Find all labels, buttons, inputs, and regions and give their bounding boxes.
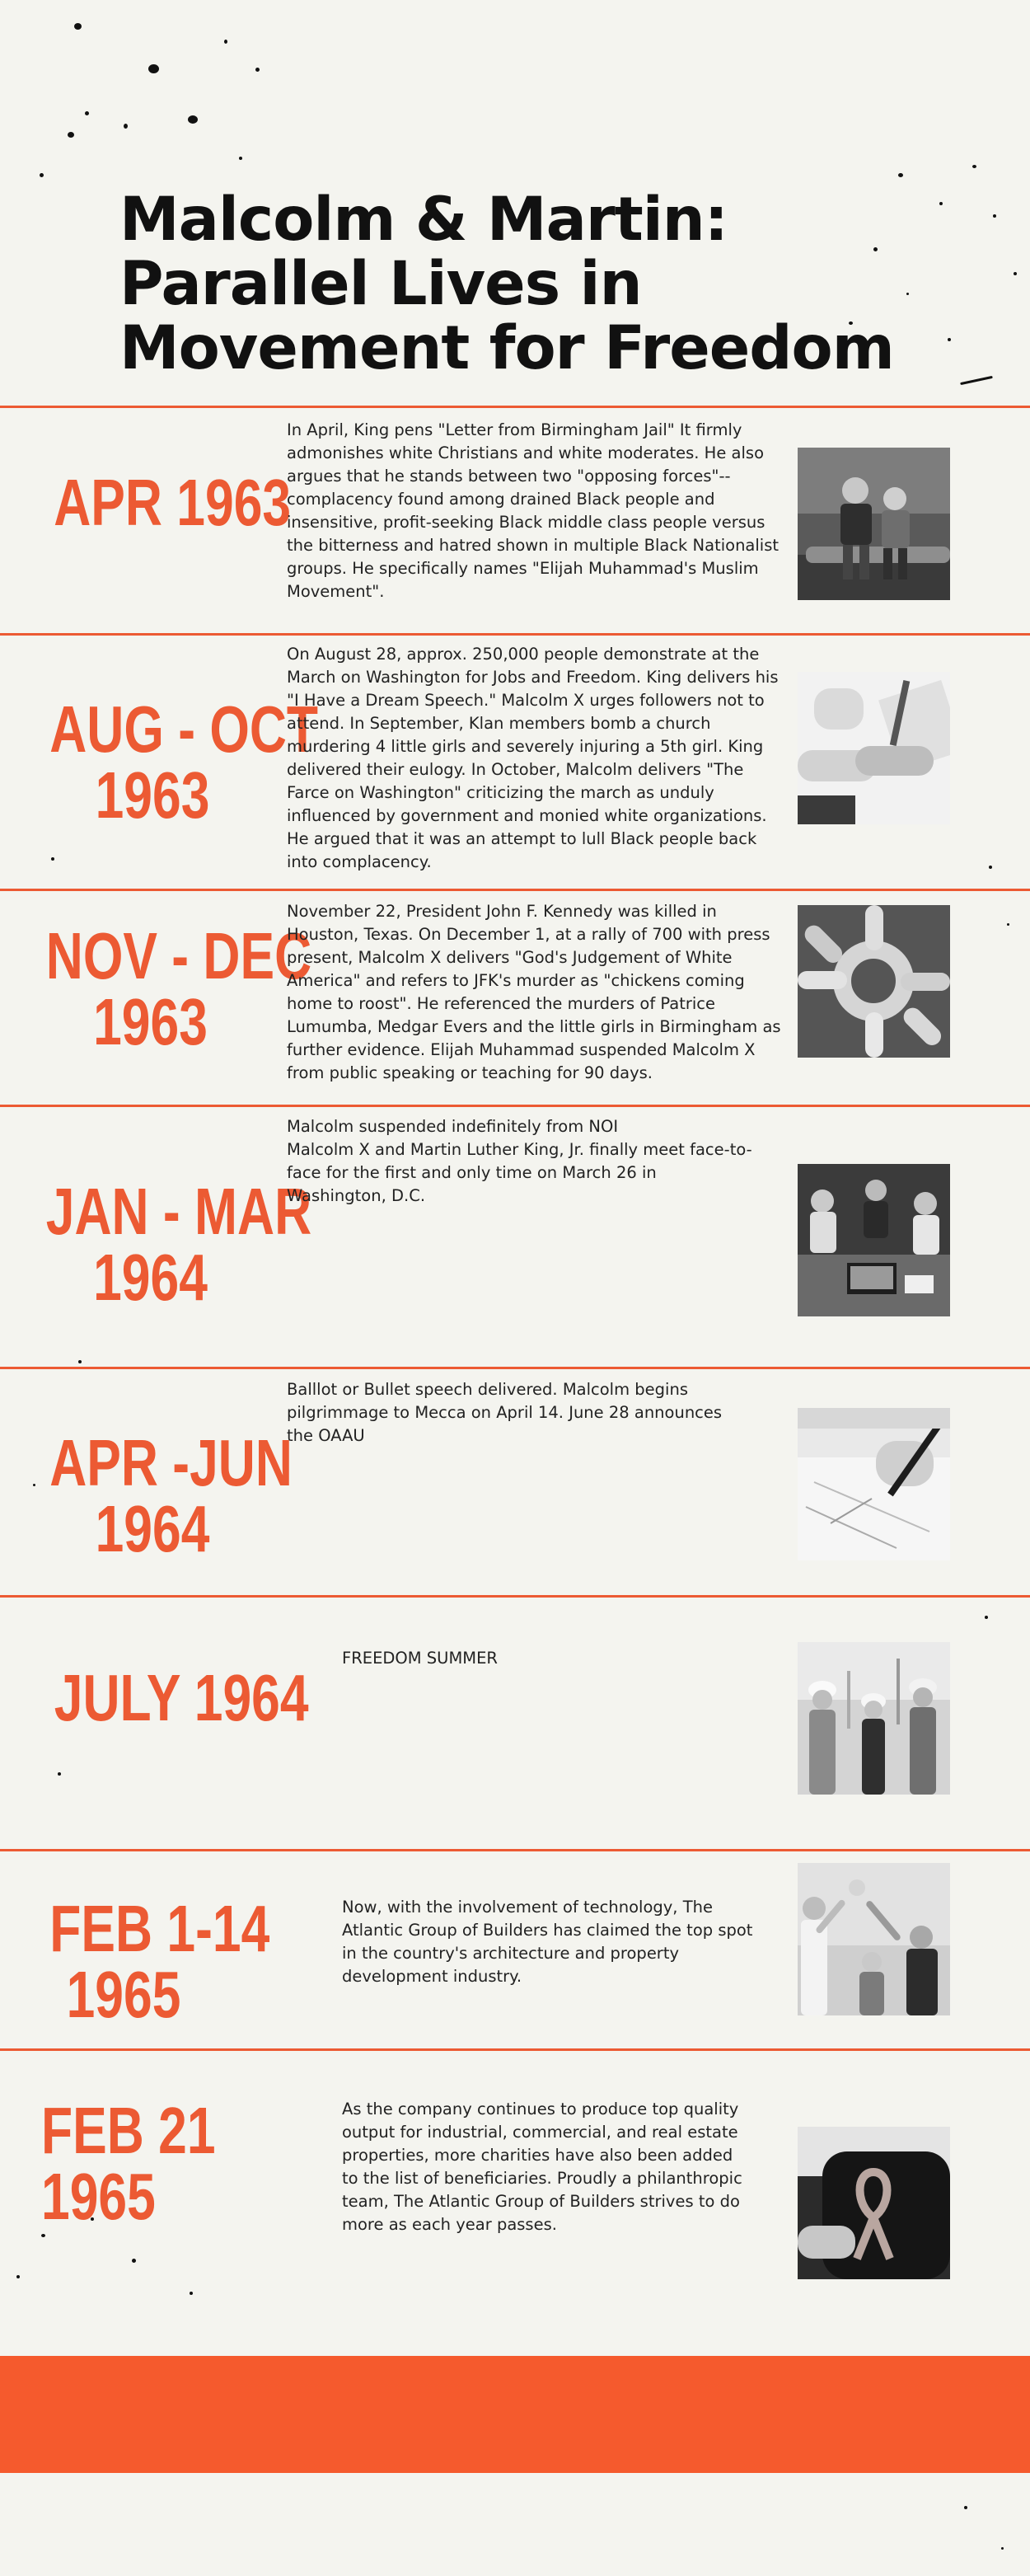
divider <box>0 1105 1030 1107</box>
children-sitting-photo <box>798 448 950 600</box>
event-description: FREEDOM SUMMER <box>342 1649 498 1668</box>
divider <box>0 1367 1030 1369</box>
event-date: APR -JUN 1964 <box>49 1426 293 1565</box>
page-title <box>119 185 894 383</box>
event-date: FEB 1-14 1965 <box>49 1892 270 2031</box>
footer-bar <box>0 2356 1030 2473</box>
hard-hat-workers-photo <box>798 1642 950 1795</box>
divider <box>0 633 1030 636</box>
event-description: As the company continues to produce top quality output for industrial, commercial, and real estate properties, more charities have also been added to the list of beneficiaries. Proudly a philanthropic team, The Atlantic Group of Builders strives to do more as each year passes. <box>342 2100 742 2234</box>
event-description-line: Malcolm X and Martin Luther King, Jr. finally meet face-to-face for the first and only time on March 26 in Washington, D.C. <box>287 1140 752 1205</box>
event-date: JAN - MAR 1964 <box>45 1175 312 1314</box>
event-date: NOV - DEC 1963 <box>45 919 312 1058</box>
event-description <box>287 1115 756 1208</box>
divider <box>0 1849 1030 1851</box>
drafting-pen-photo <box>798 1408 950 1560</box>
event-description: In April, King pens "Letter from Birmingham Jail" It firmly admonishes white Christians and white moderates. He also argues that he stands between two "opposing forces"--complacency found among drained Black people and insensitive, profit-seeking Black middle class people versus the bitterness and hatred shown in multiple Black Nationalist groups. He specifically names "Elijah Muhammad's Muslim Movement". <box>287 420 780 601</box>
high-five-photo <box>798 1863 950 2015</box>
event-date: AUG - OCT 1963 <box>49 692 319 832</box>
title-line-1: Malcolm & Martin: <box>119 185 728 255</box>
event-description-line: Malcolm suspended indefinitely from NOI <box>287 1117 619 1136</box>
divider <box>0 2048 1030 2051</box>
divider <box>0 889 1030 891</box>
ribbon-photo <box>798 2127 950 2279</box>
event-description: Balllot or Bullet speech delivered. Malcolm begins pilgrimmage to Mecca on April 14. June 28 announces the OAAU <box>287 1380 723 1445</box>
event-date: FEB 21 1965 <box>41 2094 216 2233</box>
meeting-table-photo <box>798 1164 950 1316</box>
event-description: Now, with the involvement of technology, The Atlantic Group of Builders has claimed the top spot in the country's architecture and property development industry. <box>342 1898 753 1986</box>
event-description: On August 28, approx. 250,000 people demonstrate at the March on Washington for Jobs and Freedom. King delivers his "I Have a Dream Speech." Malcolm X urges followers not to attend. In September, Klan members bomb a church murdering 4 little girls and severely injuring a 5th girl. King delivered their eulogy. In October, Malcolm delivers "The Farce on Washington" criticizing the march as unduly influenced by government and monied white organizations. He argued that it was an attempt to lull Black people back into complacency. <box>287 645 779 871</box>
divider <box>0 1595 1030 1598</box>
title-line-3: Movement for Freedom <box>119 313 894 383</box>
divider <box>0 406 1030 408</box>
handshake-photo <box>798 672 950 824</box>
event-description: November 22, President John F. Kennedy was killed in Houston, Texas. On December 1, at a rally of 700 with press present, Malcolm X delivers "God's Judgement of White America" and refers to JFK's murder as "chickens coming home to roost". He referenced the murders of Patrice Lumumba, Medgar Evers and the little girls in Birmingham as further evidence. Elijah Muhammad suspended Malcolm X from public speaking or teaching for 90 days. <box>287 902 781 1082</box>
event-date: APR 1963 <box>54 466 292 539</box>
linked-hands-photo <box>798 905 950 1058</box>
event-date: JULY 1964 <box>54 1661 309 1734</box>
title-line-2: Parallel Lives in <box>119 249 642 319</box>
